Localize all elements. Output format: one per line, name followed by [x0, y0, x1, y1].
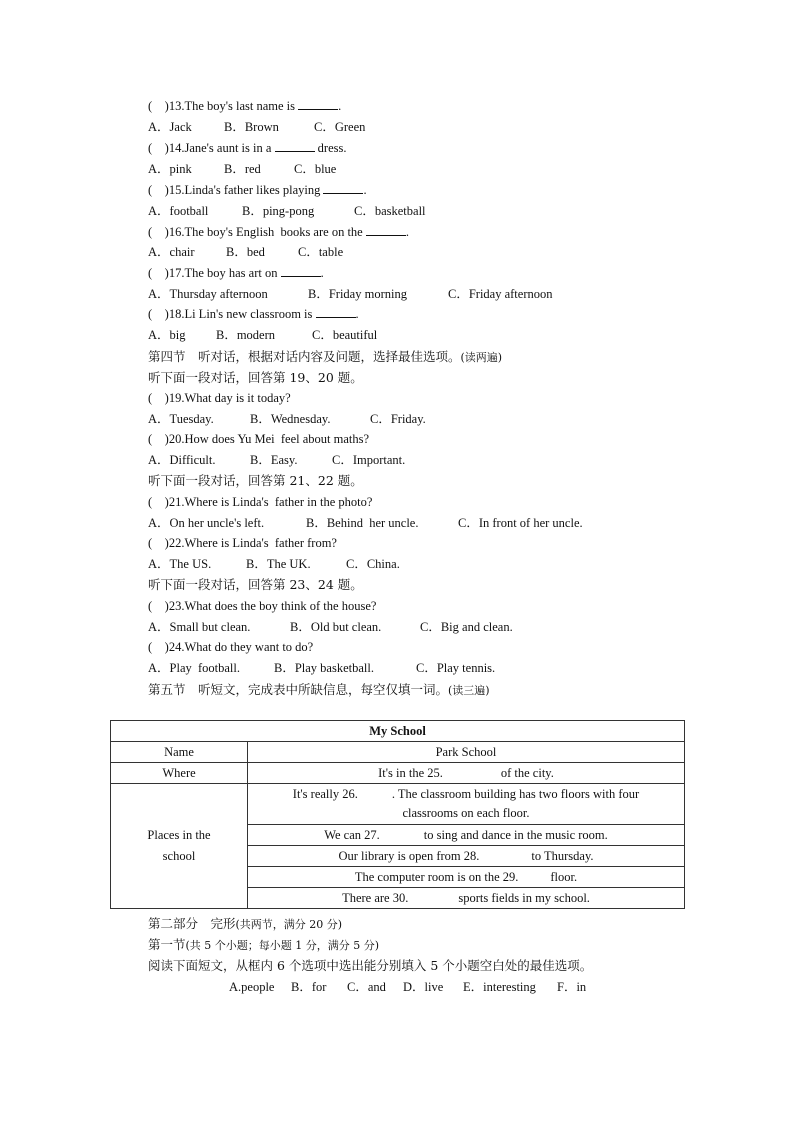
option-c: C．Play tennis. — [416, 661, 496, 675]
answer-blank — [316, 306, 356, 318]
place-item-30 — [248, 888, 685, 909]
question-13 — [148, 98, 341, 114]
question-stem: ( )17.The boy has art on — [148, 266, 278, 280]
option-a: A．Tuesday. — [148, 412, 214, 426]
option-c: C．table — [298, 245, 344, 259]
row-label-places — [111, 784, 248, 909]
cell-text: floor. — [550, 869, 578, 884]
question-24: ( )24.What do they want to do? — [148, 640, 314, 654]
section-heading-note: (读两遍) — [460, 351, 503, 364]
table-row — [111, 742, 685, 763]
question-17-options — [148, 286, 553, 302]
sub-heading-note: (共 5 个小题；每小题 1 分，满分 5 分) — [185, 939, 380, 952]
question-19-options — [148, 411, 426, 427]
question-end: . — [338, 99, 342, 113]
table-title: My School — [111, 721, 685, 742]
choice-e: E．interesting — [463, 980, 536, 994]
question-stem: ( )16.The boy's English books are on the — [148, 225, 363, 239]
question-end: . — [355, 307, 359, 321]
question-22-options — [148, 556, 400, 572]
places-label-line-2: school — [162, 849, 196, 863]
option-a: A．Small but clean. — [148, 620, 251, 634]
answer-blank — [275, 140, 315, 152]
option-c: C．basketball — [354, 204, 426, 218]
sub-heading-text: 第一节 — [148, 937, 186, 952]
answer-blank — [281, 265, 321, 277]
option-a: A．football — [148, 204, 209, 218]
cell-text: Our library is open from 28. — [338, 848, 480, 863]
question-21: ( )21.Where is Linda's father in the photo? — [148, 495, 373, 509]
question-14-options — [148, 161, 336, 177]
question-end: . — [405, 225, 409, 239]
question-22: ( )22.Where is Linda's father from? — [148, 536, 337, 550]
my-school-table — [110, 720, 685, 909]
choice-d: D．live — [403, 980, 444, 994]
question-13-options — [148, 119, 365, 135]
question-stem: ( )14.Jane's aunt is in a — [148, 141, 272, 155]
row-label-where: Where — [111, 763, 248, 784]
cloze-instruction: 阅读下面短文，从框内 6 个选项中选出能分别填入 5 个小题空白处的最佳选项。 — [148, 958, 593, 973]
answer-blank — [323, 182, 363, 194]
option-a: A．Play football. — [148, 661, 241, 675]
question-stem: ( )18.Li Lin's new classroom is — [148, 307, 313, 321]
option-b: B．Behind her uncle. — [306, 516, 419, 530]
option-b: B．Easy. — [250, 453, 298, 467]
cell-text: . The classroom building has two floors with four — [391, 787, 640, 801]
question-19: ( )19.What day is it today? — [148, 391, 291, 405]
place-item-27 — [248, 825, 685, 846]
option-a: A．On her uncle's left. — [148, 516, 265, 530]
option-a: A．chair — [148, 245, 195, 259]
question-20-options — [148, 452, 405, 468]
section-4-heading — [148, 349, 502, 366]
question-stem: ( )13.The boy's last name is — [148, 99, 296, 113]
cell-text: sports fields in my school. — [458, 890, 590, 905]
option-b: B．Play basketball. — [274, 661, 374, 675]
cell-text: to sing and dance in the music room. — [423, 827, 608, 842]
option-a: A．The US. — [148, 557, 212, 571]
choice-f: F．in — [557, 980, 587, 994]
option-b: B．Wednesday. — [250, 412, 331, 426]
cell-text: It's really 26. — [292, 787, 358, 801]
question-21-options — [148, 515, 583, 531]
cloze-choice-box — [229, 979, 586, 995]
row-value-where — [248, 763, 685, 784]
choice-a: A.people — [229, 980, 275, 994]
question-17 — [148, 265, 324, 281]
option-c: C．China. — [346, 557, 400, 571]
places-label-line-1: Places in the — [147, 828, 211, 842]
question-18 — [148, 306, 359, 322]
option-b: B．bed — [226, 245, 265, 259]
option-a: A．Difficult. — [148, 453, 216, 467]
table-row — [111, 763, 685, 784]
choice-b: B．for — [291, 980, 327, 994]
question-stem: ( )15.Linda's father likes playing — [148, 183, 321, 197]
cell-text: to Thursday. — [531, 848, 594, 863]
option-b: B．Friday morning — [308, 287, 407, 301]
section-heading-note: (读三遍) — [448, 684, 490, 697]
option-c: C．blue — [294, 162, 337, 176]
option-c: C．beautiful — [312, 328, 378, 342]
section-5-heading — [148, 682, 490, 699]
question-18-options — [148, 327, 377, 343]
question-end: . — [320, 266, 324, 280]
cell-text: The computer room is on the 29. — [354, 869, 519, 884]
option-c: C．In front of her uncle. — [458, 516, 583, 530]
option-c: C．Important. — [332, 453, 406, 467]
question-end: dress. — [314, 141, 347, 155]
option-c: C．Friday afternoon — [448, 287, 553, 301]
question-16 — [148, 224, 409, 240]
question-24-options — [148, 660, 495, 676]
question-15 — [148, 182, 367, 198]
place-item-29 — [248, 867, 685, 888]
option-b: B．ping-pong — [242, 204, 315, 218]
option-b: B．Brown — [224, 120, 279, 134]
part-2-subheading — [148, 937, 379, 954]
question-16-options — [148, 244, 343, 260]
dialogue-intro-21-22: 听下面一段对话，回答第 21、22 题。 — [148, 473, 363, 488]
question-15-options — [148, 203, 426, 219]
answer-blank — [298, 98, 338, 110]
cell-text: of the city. — [500, 765, 554, 780]
option-b: B．modern — [216, 328, 276, 342]
question-23-options — [148, 619, 513, 635]
cell-text: We can 27. — [324, 827, 380, 842]
row-value-name: Park School — [248, 742, 685, 763]
choice-c: C．and — [347, 980, 386, 994]
section-heading-text: 第四节 听对话，根据对话内容及问题，选择最佳选项。 — [148, 349, 461, 364]
option-a: A．big — [148, 328, 186, 342]
option-b: B．The UK. — [246, 557, 311, 571]
option-b: B．Old but clean. — [290, 620, 382, 634]
answer-blank — [366, 224, 406, 236]
table-title-row — [111, 721, 685, 742]
question-end: . — [363, 183, 367, 197]
option-c: C．Friday. — [370, 412, 426, 426]
option-a: A．Thursday afternoon — [148, 287, 268, 301]
place-item-28 — [248, 846, 685, 867]
part-heading-note: (共两节，满分 20 分) — [235, 918, 343, 931]
row-label-name: Name — [111, 742, 248, 763]
dialogue-intro-23-24: 听下面一段对话，回答第 23、24 题。 — [148, 577, 363, 592]
section-heading-text: 第五节 听短文，完成表中所缺信息，每空仅填一词。 — [148, 682, 449, 697]
part-heading-text: 第二部分 完形 — [148, 916, 236, 931]
table-row — [111, 784, 685, 825]
question-20: ( )20.How does Yu Mei feel about maths? — [148, 432, 370, 446]
question-14 — [148, 140, 347, 156]
dialogue-intro-19-20: 听下面一段对话，回答第 19、20 题。 — [148, 370, 363, 385]
option-a: A．Jack — [148, 120, 192, 134]
option-c: C．Green — [314, 120, 366, 134]
question-23: ( )23.What does the boy think of the house? — [148, 599, 377, 613]
cell-text: It's in the 25. — [378, 765, 443, 780]
place-item-26 — [248, 784, 685, 825]
cell-text: There are 30. — [342, 890, 409, 905]
option-b: B．red — [224, 162, 261, 176]
cell-text: classrooms on each floor. — [402, 806, 530, 820]
option-a: A．pink — [148, 162, 192, 176]
part-2-heading — [148, 916, 342, 933]
option-c: C．Big and clean. — [420, 620, 513, 634]
